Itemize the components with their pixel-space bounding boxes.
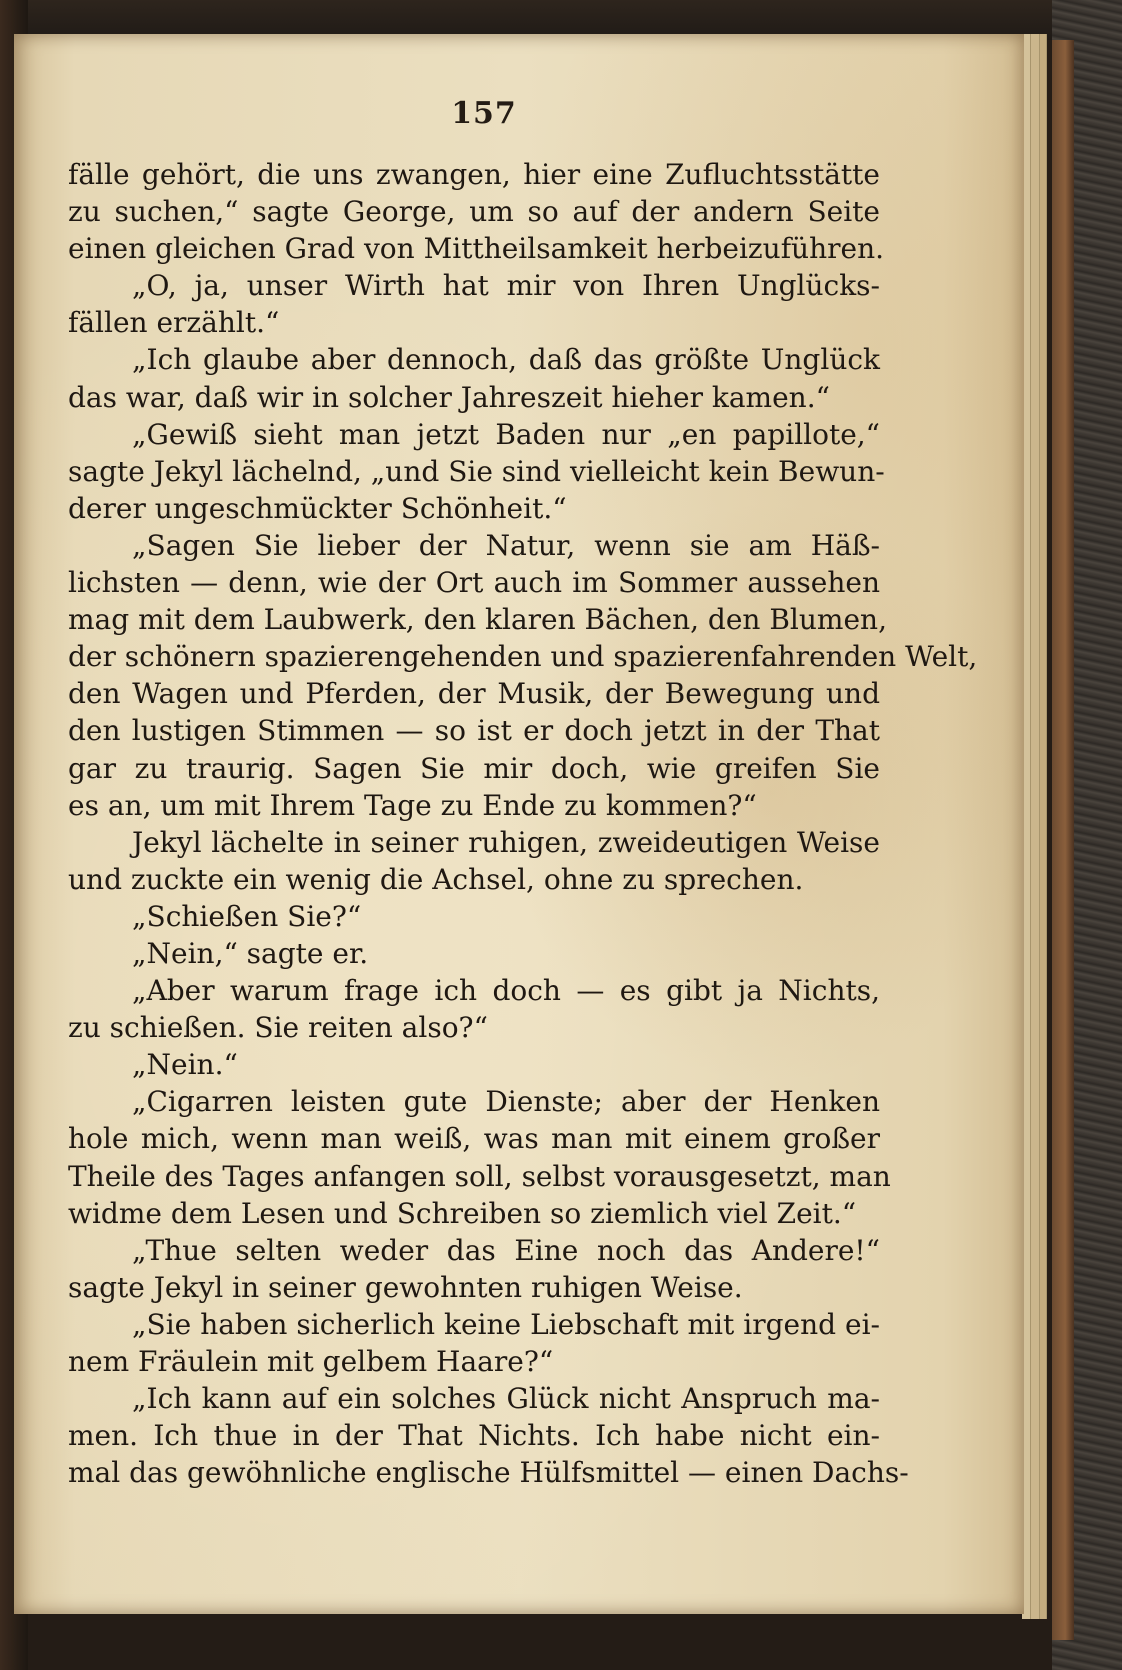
text-line: mal das gewöhnliche englische Hülfsmittel — einen Dachs-: [68, 1456, 909, 1490]
text-line: derer ungeschmückter Schönheit.“: [68, 491, 567, 525]
text-line: zu suchen,“ sagte George, um so auf der andern Seite: [68, 195, 880, 229]
page-text: [68, 156, 978, 1491]
text-line: „Ich kann auf ein solches Glück nicht Anspruch ma-: [132, 1382, 880, 1416]
text-line: „Nein,“ sagte er.: [132, 936, 369, 970]
text-line: Jekyl lächelte in seiner ruhigen, zweideutigen Weise: [132, 825, 880, 859]
text-line: „Schießen Sie?“: [132, 899, 362, 933]
text-line: Theile des Tages anfangen soll, selbst vorausgesetzt, man: [68, 1159, 891, 1193]
text-line: „O, ja, unser Wirth hat mir von Ihren Unglücks-: [132, 269, 880, 303]
page-stack-edge: [1040, 34, 1047, 1619]
text-line: nem Fräulein mit gelbem Haare?“: [68, 1345, 554, 1378]
text-line: sagte Jekyl in seiner gewohnten ruhigen Weise.: [68, 1270, 743, 1304]
text-line: „Aber warum frage ich doch — es gibt ja Nichts,: [132, 974, 880, 1008]
text-line: „Ich glaube aber dennoch, daß das größte Unglück: [132, 343, 880, 377]
text-line: mag mit dem Laubwerk, den klaren Bächen, den Blumen,: [68, 603, 887, 637]
text-line: „Nein.“: [132, 1048, 238, 1082]
text-line: einen gleichen Grad von Mittheilsamkeit herbeizuführen.: [68, 232, 885, 266]
text-line: fälle gehört, die uns zwangen, hier eine Zufluchtsstätte: [68, 158, 880, 191]
text-line: fällen erzählt.“: [68, 306, 280, 340]
text-line: sagte Jekyl lächelnd, „und Sie sind vielleicht kein Bewun-: [68, 454, 885, 488]
text-line: „Gewiß sieht man jetzt Baden nur „en papillote,“: [132, 417, 880, 451]
text-line: den Wagen und Pferden, der Musik, der Bewegung und: [68, 677, 880, 711]
text-line: hole mich, wenn man weiß, was man mit einem großer: [68, 1122, 880, 1156]
text-line: „Cigarren leisten gute Dienste; aber der Henken: [132, 1085, 880, 1119]
text-line: das war, daß wir in solcher Jahreszeit hieher kamen.“: [68, 380, 830, 414]
text-line: und zuckte ein wenig die Achsel, ohne zu sprechen.: [68, 862, 804, 896]
book-spine-edge: [1052, 0, 1122, 1670]
text-line: der schönern spazierengehenden und spazierenfahrenden Welt,: [68, 640, 978, 674]
text-line: widme dem Lesen und Schreiben so ziemlich viel Zeit.“: [68, 1196, 857, 1230]
text-line: zu schießen. Sie reiten also?“: [68, 1011, 488, 1045]
page-number: 157: [451, 96, 517, 131]
text-line: lichsten — denn, wie der Ort auch im Sommer aussehen: [68, 566, 880, 600]
text-line: den lustigen Stimmen — so ist er doch jetzt in der That: [68, 714, 880, 748]
text-line: „Thue selten weder das Eine noch das Andere!“: [132, 1233, 880, 1267]
text-line: es an, um mit Ihrem Tage zu Ende zu kommen?“: [68, 788, 757, 822]
text-line: „Sagen Sie lieber der Natur, wenn sie am Häß-: [132, 528, 880, 562]
book-page: [14, 34, 1024, 1614]
text-line: gar zu traurig. Sagen Sie mir doch, wie greifen Sie: [68, 751, 880, 785]
text-line: men. Ich thue in der That Nichts. Ich habe nicht ein-: [68, 1419, 880, 1453]
text-line: „Sie haben sicherlich keine Liebschaft mit irgend ei-: [132, 1307, 880, 1341]
page-stack-edge: [1031, 34, 1040, 1619]
